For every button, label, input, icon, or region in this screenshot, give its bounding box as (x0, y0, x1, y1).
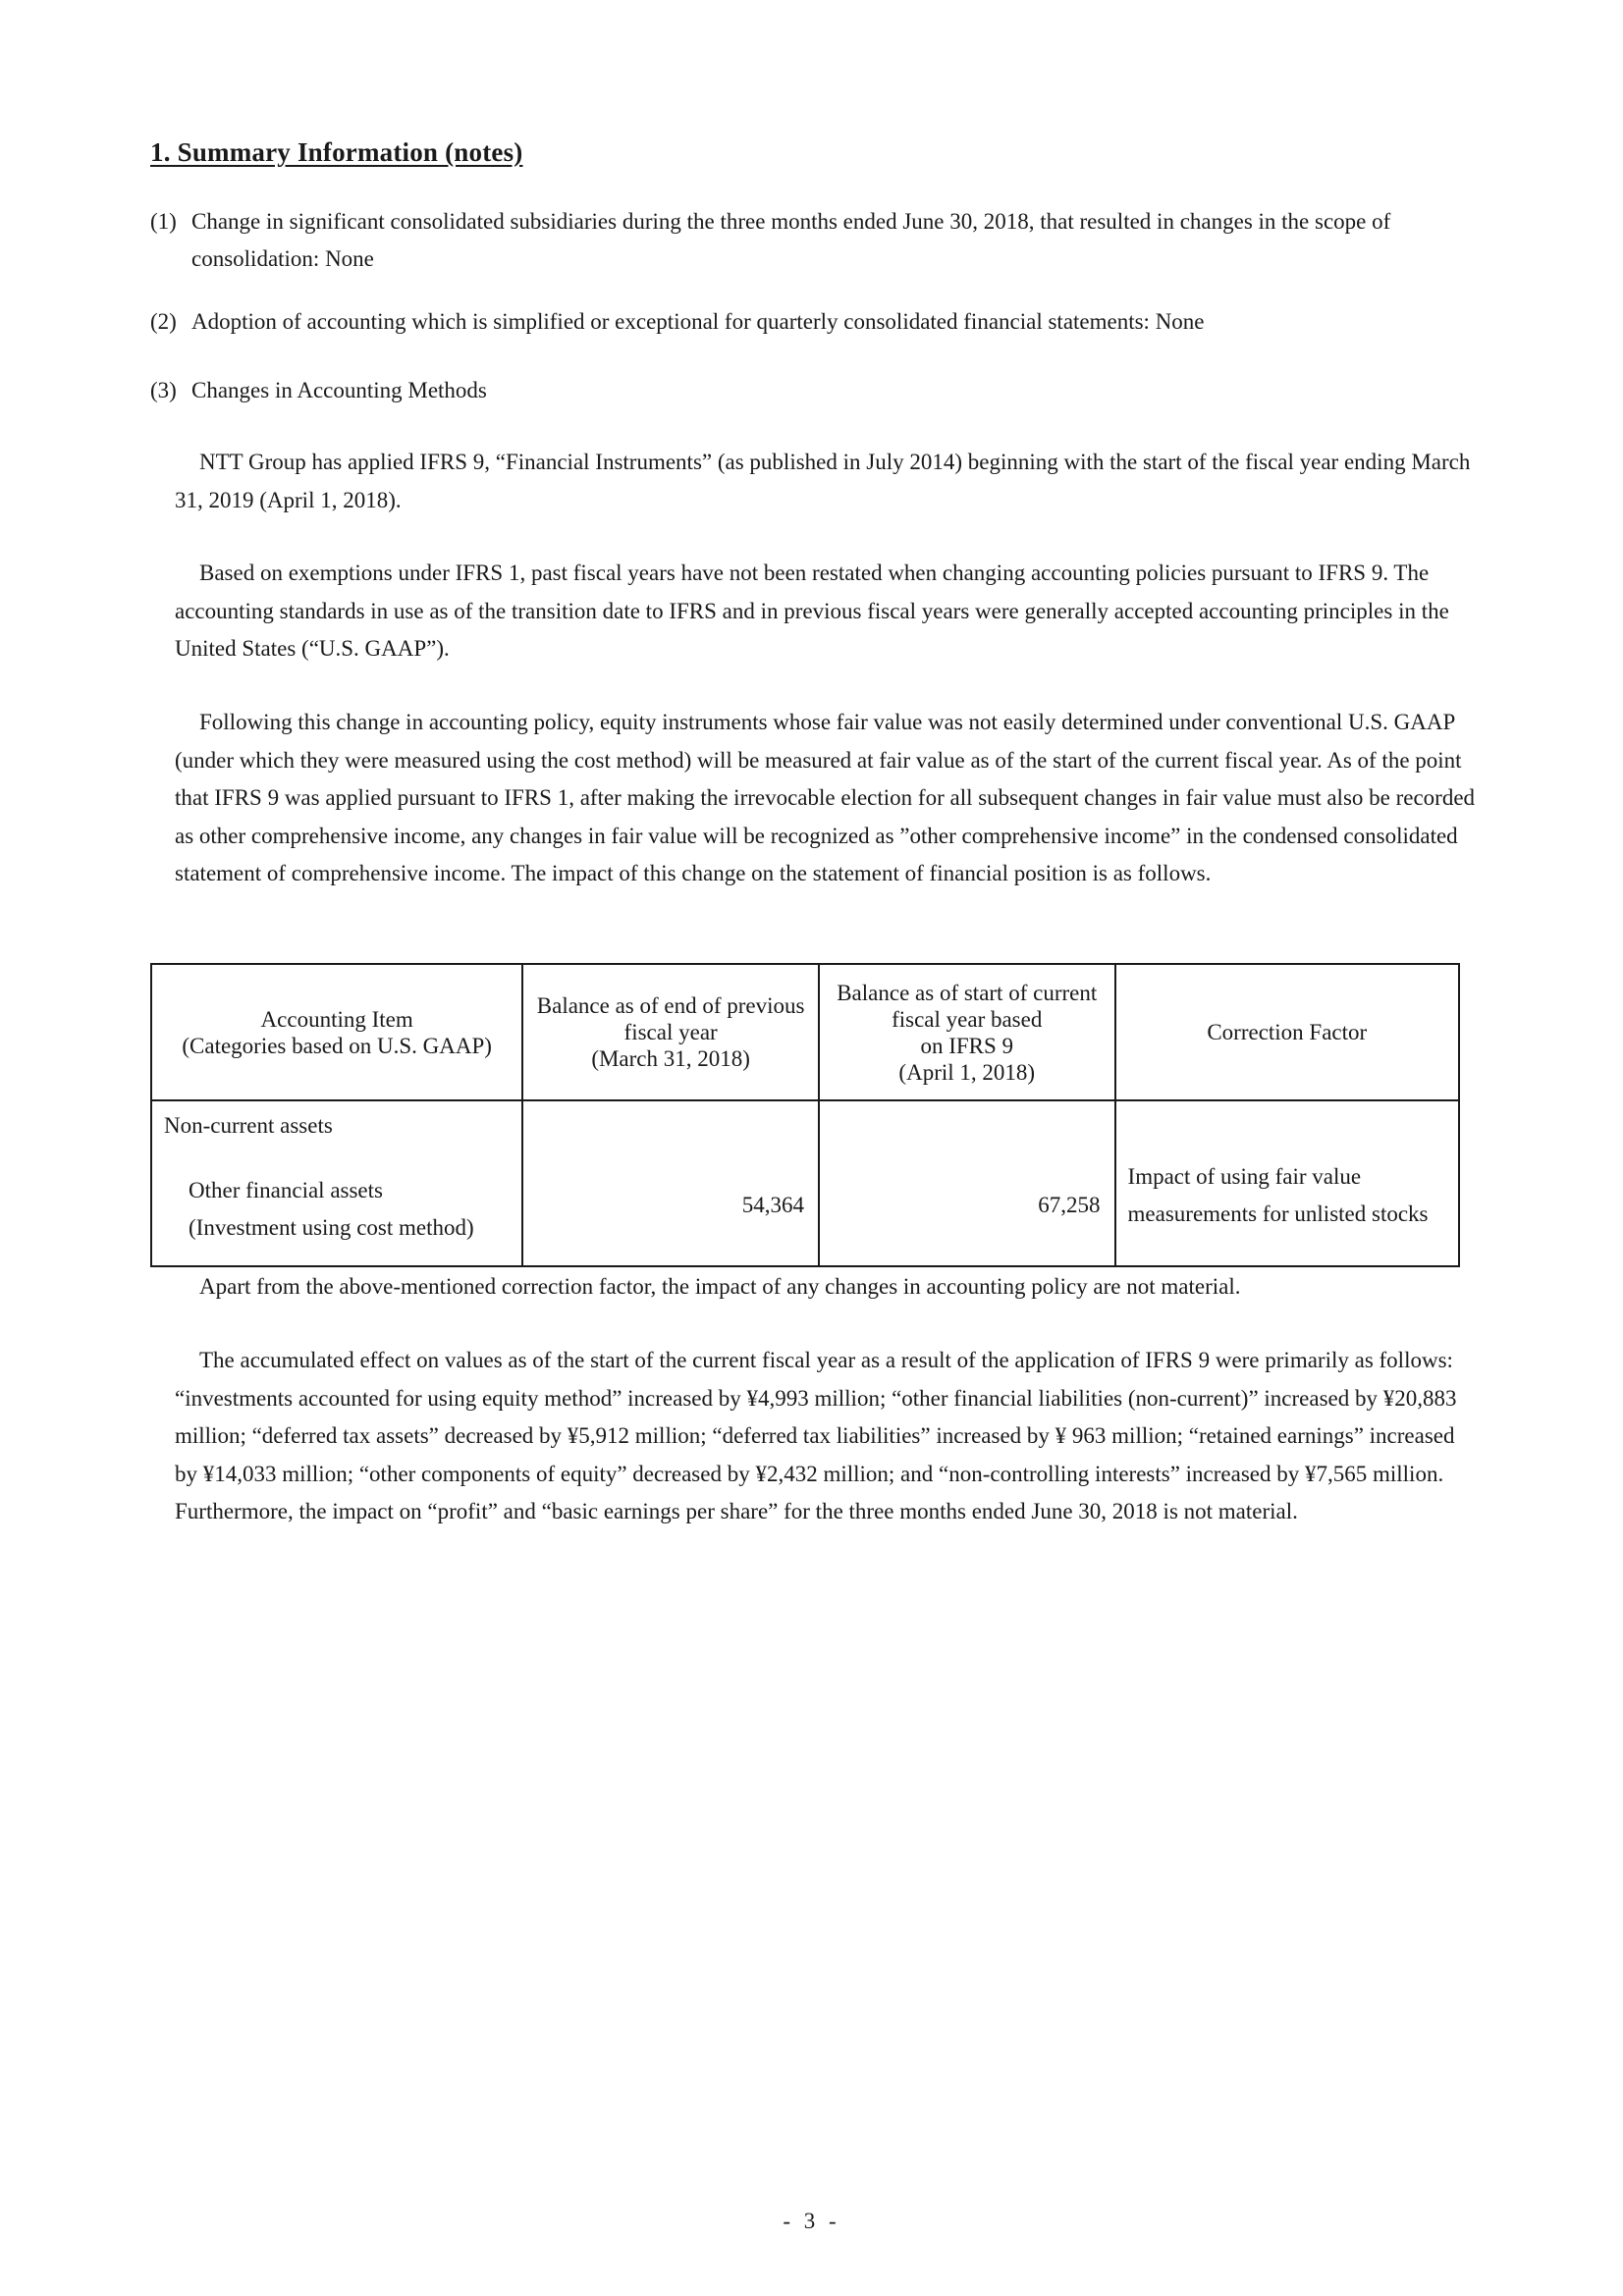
note-item-2 (150, 303, 1486, 341)
table-row (151, 1100, 1459, 1266)
note-item-text: Changes in Accounting Methods (191, 378, 487, 402)
group-label-non-current-assets: Non-current assets (164, 1113, 333, 1138)
correction-table (150, 963, 1460, 1267)
note-item-text: Adoption of accounting which is simplified or exceptional for quarterly consolidated financial statements: None (191, 309, 1205, 334)
header-accounting-item: Accounting Item (Categories based on U.S. GAAP) (151, 964, 522, 1100)
note-item-3 (150, 372, 1486, 409)
paragraph-ifrs9-adoption: NTT Group has applied IFRS 9, “Financial Instruments” (as published in July 2014) beginning with the start of the fiscal year ending March 31, 2019 (April 1, 2018). (175, 450, 1471, 512)
paragraph-ifrs1-exemption: Based on exemptions under IFRS 1, past fiscal years have not been restated when changing accounting policies pursuant to IFRS 9. The accounting standards in use as of the transition date to IFRS and in previous fiscal years were generally accepted accounting principles in the United States (“U.S. GAAP”). (175, 561, 1449, 661)
item-label: Other financial assets (Investment using cost method) (189, 1178, 474, 1240)
cell-previous-balance (522, 1100, 819, 1266)
cell-correction-factor (1115, 1100, 1459, 1266)
note-item-text: Change in significant consolidated subsidiaries during the three months ended June 30, 2018, that resulted in changes in the scope of consolidation: None (191, 209, 1391, 271)
cell-current-balance (819, 1100, 1115, 1266)
note-item-number: (3) (150, 378, 177, 402)
section-heading: 1. Summary Information (notes) (150, 137, 523, 167)
header-correction-factor: Correction Factor (1115, 964, 1459, 1100)
note-item-number: (2) (150, 309, 177, 334)
current-balance-value: 67,258 (1038, 1193, 1101, 1217)
paragraph-accumulated-effect: The accumulated effect on values as of the start of the current fiscal year as a result of the application of IFRS 9 were primarily as follows: “investments accounted for using equity method” increased by ¥4,993 million; “other financial liabilities (non-current)” increased by ¥20,883 million; “deferred tax assets” decreased by ¥5,912 million; “deferred tax liabilities” increased by ¥ 963 million; “retained earnings” increased by ¥14,033 million; “other components of equity” decreased by ¥2,432 million; and “non-controlling interests” increased by ¥7,565 million. Furthermore, the impact on “profit” and “basic earnings per share” for the three months ended June 30, 2018 is not material. (175, 1348, 1457, 1523)
header-current-balance: Balance as of start of current fiscal year based on IFRS 9 (April 1, 2018) (819, 964, 1115, 1100)
previous-balance-value: 54,364 (741, 1193, 804, 1217)
paragraph-policy-change: Following this change in accounting policy, equity instruments whose fair value was not easily determined under conventional U.S. GAAP (under which they were measured using the cost method) will be measured at fair value as of the start of the current fiscal year. As of the point that IFRS 9 was applied pursuant to IFRS 1, after making the irrevocable election for all subsequent changes in fair value must also be recorded as other comprehensive income, any changes in fair value will be recognized as ”other comprehensive income” in the condensed consolidated statement of comprehensive income. The impact of this change on the statement of financial position is as follows. (175, 710, 1476, 885)
cell-accounting-item (151, 1100, 522, 1266)
page-number: - 3 - (783, 2209, 840, 2233)
note-item-1 (150, 203, 1486, 278)
correction-factor-text: Impact of using fair value measurements for unlisted stocks (1127, 1164, 1429, 1226)
table-header-row (151, 964, 1459, 1100)
paragraph-other-impact: Apart from the above-mentioned correction factor, the impact of any changes in accounting policy are not material. (199, 1274, 1241, 1299)
header-previous-balance: Balance as of end of previous fiscal year (March 31, 2018) (522, 964, 819, 1100)
note-item-number: (1) (150, 209, 177, 234)
